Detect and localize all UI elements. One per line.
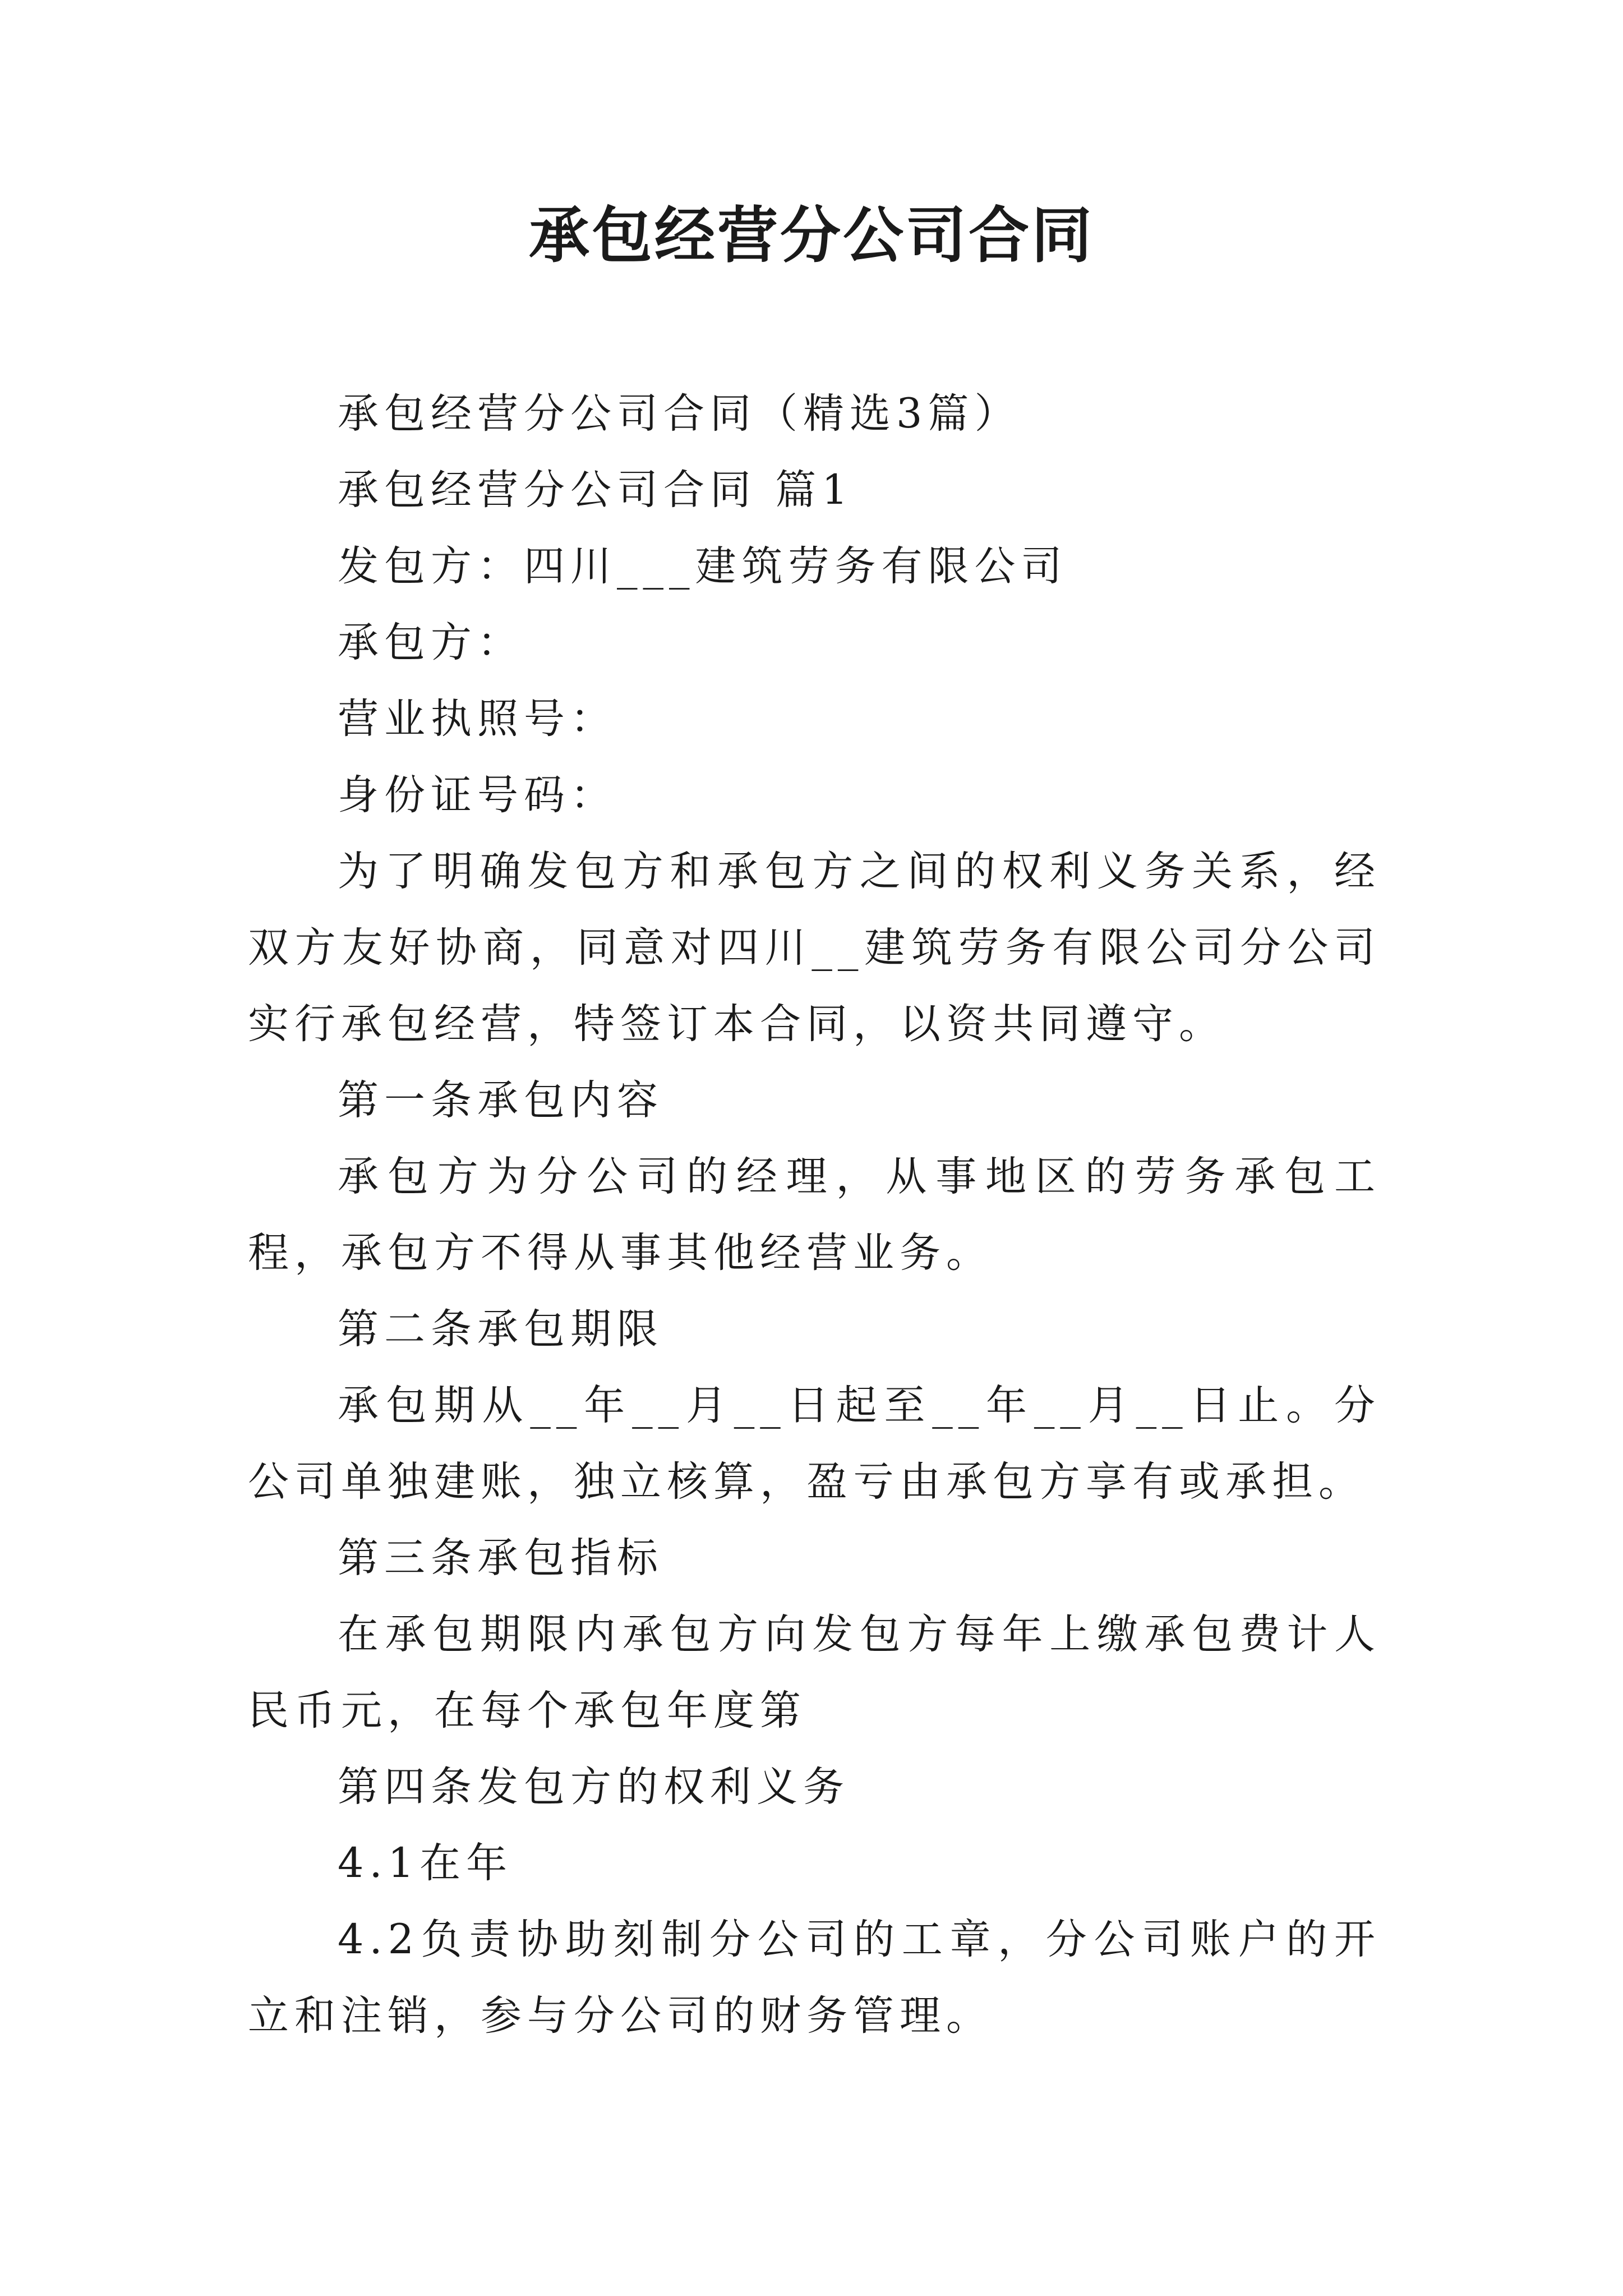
paragraph: 第二条承包期限 bbox=[338, 1305, 663, 1353]
paragraph: 承包期从__年__月__日起至__年__月__日止。分公司单独建账，独立核算，盈亏由承包方享有或承担。 bbox=[248, 1382, 1381, 1506]
paragraph: 为了明确发包方和承包方之间的权利义务关系，经双方友好协商，同意对四川__建筑劳务有限公司分公司实行承包经营，特签订本合同，以资共同遵守。 bbox=[248, 848, 1381, 1048]
paragraph: 第三条承包指标 bbox=[338, 1534, 663, 1582]
document-body bbox=[248, 376, 1381, 2054]
paragraph: 承包经营分公司合同（精选3篇） bbox=[338, 390, 1021, 438]
paragraph: 第一条承包内容 bbox=[338, 1076, 663, 1124]
paragraph: 在承包期限内承包方向发包方每年上缴承包费计人民币元，在每个承包年度第 bbox=[248, 1611, 1381, 1734]
paragraph: 承包方为分公司的经理，从事地区的劳务承包工程，承包方不得从事其他经营业务。 bbox=[248, 1153, 1381, 1277]
paragraph: 承包方： bbox=[338, 619, 524, 666]
paragraph: 第四条发包方的权利义务 bbox=[338, 1763, 850, 1811]
paragraph: 发包方：四川___建筑劳务有限公司 bbox=[338, 542, 1068, 590]
paragraph: 承包经营分公司合同 篇1 bbox=[338, 466, 854, 514]
paragraph: 营业执照号： bbox=[338, 695, 617, 743]
paragraph: 4.2负责协助刻制分公司的工章，分公司账户的开立和注销，参与分公司的财务管理。 bbox=[248, 1916, 1381, 2040]
paragraph: 4.1在年 bbox=[338, 1839, 513, 1887]
document-title: 承包经营分公司合同 bbox=[528, 200, 1094, 271]
paragraph: 身份证号码： bbox=[338, 771, 617, 819]
